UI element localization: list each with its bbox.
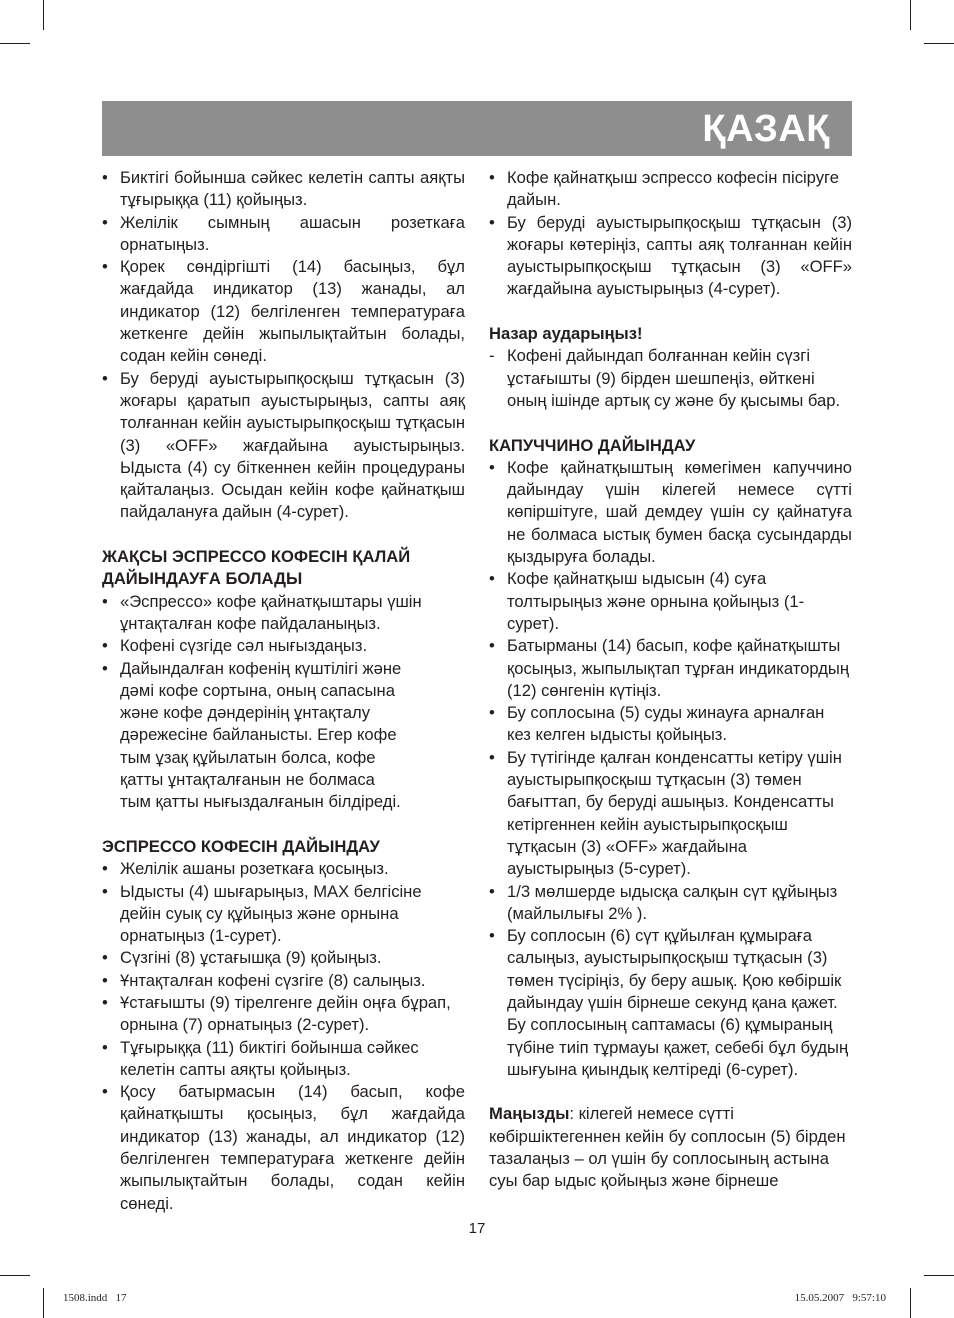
language-title: ҚАЗАҚ [702, 108, 830, 150]
list-item: • Желілік ашаны розеткаға қосыңыз. [102, 859, 389, 879]
crop-mark [0, 1275, 30, 1276]
list-item: • Тұғырыққа (11) биктігі бойынша сәйкес келетін сапты аяқты қойыңыз. [102, 1037, 419, 1079]
list-item: • Дайындалған кофенің күштілігі және дәмі кофе сортына, оның сапасына және кофе дәндерінің ұнтақталу дәрежесіне байланысты. Егер кофе тым ұзақ құйылатын болса, кофе қатты ұнтақталғанын не болмаса тым қатты нығыздалғанын білдіреді. [102, 658, 402, 812]
section-heading: КАПУЧЧИНО ДАЙЫНДАУ [489, 435, 696, 455]
section-heading: ЭСПРЕССО КОФЕСІН ДАЙЫНДАУ [102, 836, 380, 856]
list-item: • Желілік сымның ашасын розеткаға орнатыңыз. [102, 212, 465, 254]
crop-mark [43, 0, 44, 30]
list-item: • Бу соплосына (5) суды жинауға арналған кез келген ыдысты қойыңыз. [489, 703, 825, 745]
list-item: • Батырманы (14) басып, кофе қайнатқышты қосыңыз, жыпылықтап тұрған индикатордың (12) сөнгенін күтіңіз. [489, 636, 849, 700]
page-number: 17 [468, 1220, 486, 1237]
section-heading: ЖАҚСЫ ЭСПРЕССО КОФЕСІН ҚАЛАЙ ДАЙЫНДАУҒА БОЛАДЫ [102, 547, 411, 589]
important-note: Маңызды: кілегей немесе сүтті көбіршіктегеннен кейін бу соплосын (5) бірден тазалаңыз – ол үшін бу соплосының астына суы бар ыдыс қойыңыз және бірнеше [489, 1104, 846, 1191]
file-slug: 1508.indd 17 [63, 1292, 127, 1304]
list-item: • Ұнтақталған кофені сүзгіге (8) салыңыз. [102, 970, 426, 990]
list-item: • Бу соплосын (6) сүт құйылған құмыраға салыңыз, ауыстырыпқосқыш тұтқасын (3) төмен түсіріңіз, бу беру ашық. Қою көбіршік дайындау үшін бірнеше секунд қана қажет. Бу соплосының саптамасы (6) құмыраның түбіне тиіп тұрмауы қажет, себебі бұл будың шығуына қиындық келтіреді (6-сурет). [489, 926, 849, 1079]
crop-mark [924, 43, 954, 44]
language-header-bar [102, 101, 852, 156]
important-label: Маңызды [489, 1104, 570, 1124]
crop-mark [0, 43, 30, 44]
timestamp-slug: 15.05.2007 9:57:10 [794, 1292, 886, 1304]
list-item: • Бу беруді ауыстырыпқосқыш тұтқасын (3) жоғары көтеріңіз, сапты аяқ толғаннан кейін ауыстырыпқосқыш тұтқасын (3) «OFF» жағдайына ауыстырыңыз (4-сурет). [489, 212, 852, 299]
list-item: • Қосу батырмасын (14) басып, кофе қайнатқышты қосыңыз, бұл жағдайда индикатор (13) жанады, ал индикатор (12) белгіленген температураға жеткенге дейін жыпылықтайтын болады, содан кейін сөнеді. [102, 1082, 465, 1213]
list-item: • Ұстағышты (9) тірелгенге дейін оңға бұрап, орнына (7) орнатыңыз (2-сурет). [102, 992, 451, 1035]
crop-mark [910, 0, 911, 30]
list-item: - Кофені дайындап болғаннан кейін сүзгі ұстағышты (9) бірден шешпеңіз, өйткені оның ішінде артық су және бу қысымы бар. [489, 346, 841, 410]
attention-heading: Назар аударыңыз! [489, 324, 643, 344]
crop-mark [43, 1288, 44, 1318]
list-item: • Қорек сөндіргішті (14) басыңыз, бұл жағдайда индикатор (13) жанады, ал индикатор (12) белгіленген температураға жеткенге дейін жыпылықтайтын болады, содан кейін сөнеді. [102, 257, 465, 366]
list-item: • 1/3 мөлшерде ыдысқа салқын сүт құйыңыз (майлылығы 2% ). [489, 881, 838, 923]
crop-mark [910, 1288, 911, 1318]
left-column [102, 167, 465, 1215]
list-item: • Сүзгіні (8) ұстағышқа (9) қойыңыз. [102, 948, 382, 968]
list-item: • «Эспрессо» кофе қайнатқыштары үшін ұнтақталған кофе пайдаланыңыз. [102, 591, 422, 633]
list-item: • Кофе қайнатқыш эспрессо кофесін пісіруге дайын. [489, 168, 839, 210]
list-item: • Кофені сүзгіде сәл нығыздаңыз. [102, 636, 368, 656]
list-item: • Кофе қайнатқыштың көмегімен капуччино дайындау үшін кілегей немесе сүтті көпіршітуге, шай демдеу үшін су қайнатуға не болмаса ыстық бумен басқа сусындарды қыздыруға болады. [489, 457, 852, 567]
list-item: • Бу беруді ауыстырыпқосқыш тұтқасын (3) жоғары қаратып ауыстырыңыз, сапты аяқ толғаннан кейін ауыстырыпқосқыш тұтқасын (3) «OFF» жағдайына ауыстырыңыз. Ыдыста (4) су біткеннен кейін процедураны қайталаңыз. Осыдан кейін кофе қайнатқыш пайдалануға дайын (4-сурет). [102, 368, 465, 522]
right-column [489, 167, 852, 1193]
list-item: • Бу түтігінде қалған конденсатты кетіру үшін ауыстырыпқосқыш тұтқасын (3) төмен бағыттап, бу беруді ашыңыз. Конденсатты кетіргеннен кейін ауыстырыпқосқыш тұтқасын (3) «OFF» жағдайына ауыстырыңыз (5-сурет). [489, 747, 842, 879]
list-item: • Биктігі бойынша сәйкес келетін сапты аяқты тұғырыққа (11) қойыңыз. [102, 168, 465, 210]
crop-mark [924, 1275, 954, 1276]
list-item: • Ыдысты (4) шығарыңыз, MAX белгісіне дейін суық су құйыңыз және орнына орнатыңыз (1-сурет). [102, 881, 422, 946]
list-item: • Кофе қайнатқыш ыдысын (4) суға толтырыңыз және орнына қойыңыз (1-сурет). [489, 569, 805, 633]
